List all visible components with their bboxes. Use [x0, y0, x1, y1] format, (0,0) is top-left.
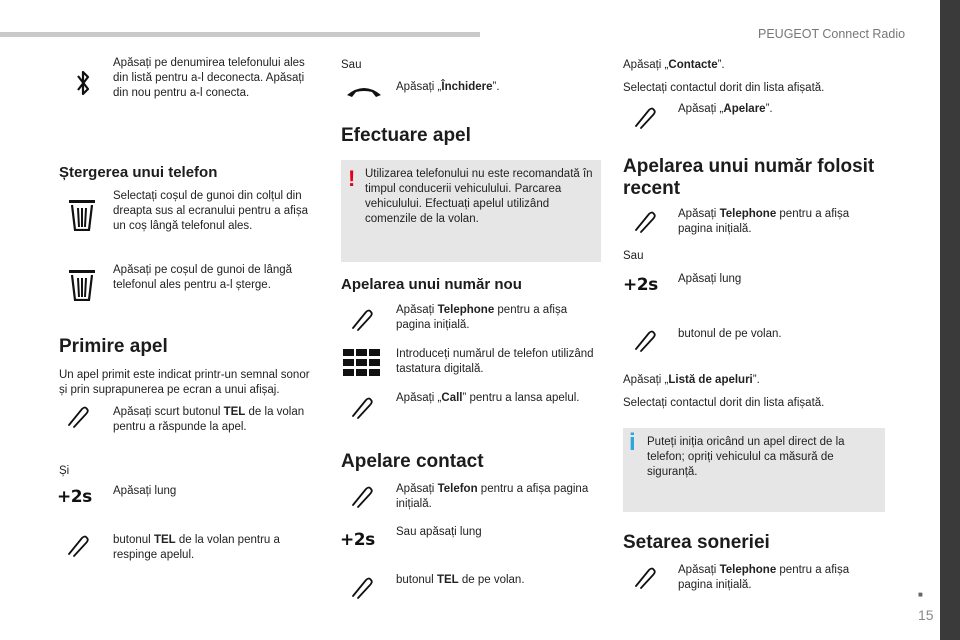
touch-icon [350, 396, 380, 420]
bluetooth-text: Apăsați pe denumirea telefonului ales din listă pentru a-l deconecta. Apăsați din nou pentru a-l conecta. [113, 57, 305, 99]
call-contact-text: Apăsați „Apelare”. [678, 103, 773, 115]
select-contact-text-2: Selectați contactul dorit din lista afișată. [623, 397, 825, 409]
contact-call-title: Apelare contact [341, 451, 484, 472]
receive-call-title: Primire apel [59, 336, 168, 357]
contacts-text: Apăsați „Contacte”. [623, 59, 725, 71]
receive-step1: Apăsați scurt butonul TEL de la volan pentru a răspunde la apel. [113, 406, 305, 433]
hang-up-icon [345, 84, 383, 98]
calls-list-text: Apăsați „Listă de apeluri”. [623, 374, 760, 386]
touch-icon [66, 534, 96, 558]
touch-icon [350, 485, 380, 509]
ringtone-step1: Apăsați Telephone pentru a afișa pagina inițială. [678, 564, 850, 591]
new-number-title: Apelarea unui număr nou [341, 276, 522, 293]
warning-text: Utilizarea telefonului nu este recomandată în timpul conducerii vehiculului. Parcarea vehiculului. Efectuați apelul utilizând comenzile de la volan. [365, 168, 593, 225]
trash-icon [68, 269, 96, 301]
new-number-step1: Apăsați Telephone pentru a afișa pagina inițială. [396, 304, 568, 331]
recent-step1: Apăsați Telephone pentru a afișa pagina inițială. [678, 208, 850, 235]
select-contact-text: Selectați contactul dorit din lista afișată. [623, 82, 825, 94]
header-rule [0, 32, 480, 37]
or-label-2: Sau [623, 250, 644, 262]
page-number: 15 [918, 607, 934, 623]
long-press-2s-icon: +2s [340, 530, 375, 550]
delete-step1: Selectați coșul de gunoi din colțul din dreapta sus al ecranului pentru a afișa un coș lângă telefonul ales. [113, 190, 308, 232]
new-number-step3: Apăsați „Call” pentru a lansa apelul. [396, 392, 580, 404]
recent-long-press: Apăsați lung [678, 273, 742, 285]
warning-icon: ! [348, 166, 356, 191]
header-title: PEUGEOT Connect Radio [758, 27, 906, 41]
reject-step: butonul TEL de la volan pentru a respinge apelul. [113, 534, 280, 561]
or-label: Sau [341, 59, 362, 71]
info-text: Puteți iniția oricând un apel direct de la telefon; opriți vehiculul ca măsură de siguranță. [647, 436, 845, 478]
receive-intro: Un apel primit este indicat printr-un semnal sonor și prin suprapunerea pe ecran a unui afișaj. [59, 369, 310, 396]
touch-icon [66, 405, 96, 429]
wheel-button-text: butonul de pe volan. [678, 328, 782, 340]
long-press-2s-icon: +2s [57, 487, 92, 507]
long-press-2s-icon: +2s [623, 275, 658, 295]
keypad-icon [343, 349, 381, 377]
bluetooth-icon [76, 68, 90, 98]
touch-icon [633, 106, 663, 130]
long-press-text: Apăsați lung [113, 485, 177, 497]
and-label: Și [59, 465, 70, 477]
page-edge-bar [940, 0, 960, 640]
touch-icon [633, 566, 663, 590]
ringtone-title: Setarea soneriei [623, 532, 770, 553]
contact-step1: Apăsați Telefon pentru a afișa pagina inițială. [396, 483, 589, 510]
recent-number-title: Apelarea unui număr folosit recent [623, 156, 875, 199]
touch-icon [633, 329, 663, 353]
trash-icon [68, 199, 96, 231]
delete-phone-title: Ștergerea unui telefon [59, 164, 218, 181]
make-call-title: Efectuare apel [341, 125, 471, 146]
page-marker: ■ [918, 590, 923, 599]
contact-step3: butonul TEL de pe volan. [396, 574, 525, 586]
info-icon: i [629, 429, 636, 456]
delete-step2: Apăsați pe coșul de gunoi de lângă telefonul ales pentru a-l șterge. [113, 264, 293, 291]
touch-icon [350, 576, 380, 600]
touch-icon [350, 308, 380, 332]
new-number-step2: Introduceți numărul de telefon utilizând tastatura digitală. [396, 348, 594, 375]
touch-icon [633, 210, 663, 234]
contact-step2: Sau apăsați lung [396, 526, 482, 538]
hangup-text: Apăsați „Închidere”. [396, 81, 500, 93]
